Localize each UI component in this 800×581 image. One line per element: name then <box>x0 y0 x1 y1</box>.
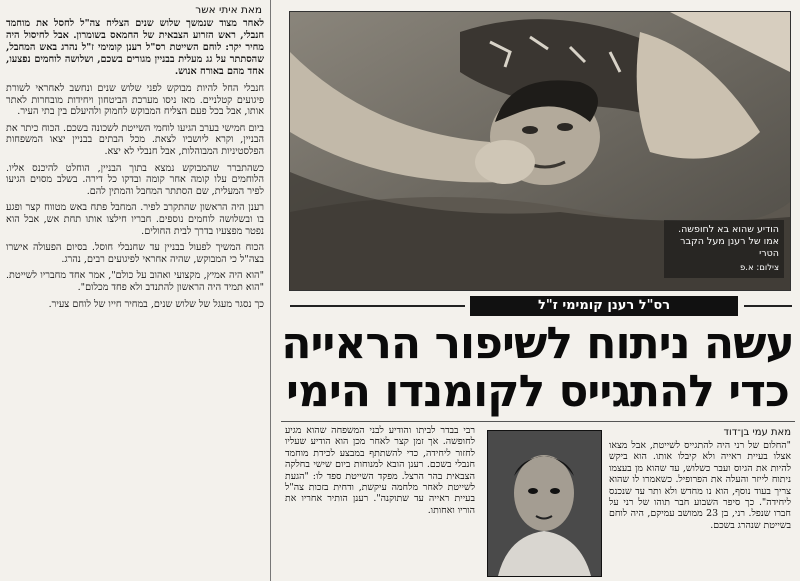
kicker-label: רס"ל רענן קומימי ז"ל <box>470 296 738 316</box>
headline-line-1: עשה ניתוח לשיפור הראייה <box>281 318 794 369</box>
middle-article-column <box>281 425 479 581</box>
middle-column-text: רבי בבדר לביתו והודיע לבני המשפחה שהוא מגיע לחופשה. אך זמן קצר לאחר מכן הוא הודיע שעליו לחזור ליחידה, כדי להשתתף במבצע לכידת מוחמד חנבלי בשכם. רענן הובא למנוחות ביום שישי בחלקה הצבאית בהר הרצל. מפקד השייטת ספד לו: "הגעת לשייטת לאחר מלחמה עיקשת, ודחית בזכות צה"ל בעיית ראייה עד שתוקנה". רענן הותיר אחריו את הוריו ואחותו. <box>285 425 475 516</box>
left-paragraph: הכוח המשיך לפעול בבניין עד שחנבלי חוסל. בסיום הפעולה אישרו בצה"ל כי המבוקש, שהיה אחראי לפיגועים רבים, נהרג. <box>6 242 264 265</box>
photo-credit: צילום: א.פ <box>740 263 779 273</box>
left-lead-paragraph: לאחר מצוד שנמשך שלוש שנים הצליח צה"ל לחסל את מוחמד חנבלי, ראש הזרוע הצבאית של החמאס בשומרון. אבל לחיסול היה מחיר יקר: לוחם השייטת רס"ל רענן קומימי ז"ל נהרג באש המחבל, שהסתתר על גג מעלית בבניין מגורים בשכם, ושלושה לוחמים נפצעו, אחד מהם באורח אנוש. <box>6 18 264 77</box>
left-article-column <box>0 0 271 581</box>
left-paragraph: חנבלי החל להיות מבוקש לפני שלוש שנים ונחשב לאחראי לשורת פיגועים קטלניים. מאז ניסו מערכת הביטחון ויחידות מובחרות לאתר אותו, אבל בכל פעם הצליח המבוקש לחמוק ולהיעלם בין בתי העיר. <box>6 83 264 118</box>
right-article-column <box>605 425 795 581</box>
section-divider <box>281 421 795 422</box>
soldier-portrait <box>487 430 602 577</box>
left-paragraph: כך נסגר מעגל של שלוש שנים, במחיר חייו של לוחם צעיר. <box>48 298 264 310</box>
left-paragraph: כשהתברר שהמבוקש נמצא בתוך הבניין, הוחלט להיכנס אליו. הלוחמים עלו קומה אחר קומה ובדקו כל דירה. בשלב מסוים הגיעו לפיר המעלית, שם הסתתר המחבל והמתין להם. <box>6 162 264 197</box>
right-column-text: "החלום של רני היה להתגייס לשייטת, אבל מצאו אצלו בעיית ראייה ולא קיבלו אותו. הוא ביקש להיות את הגיוס ועבר כשלוש, עד שהוא מן בעצמו ניתוח לייזר והעלה את הפרופיל. כשאמרו לו שהוא צריך בעוד נוסף, הוא נו מחדש ולא ותר עד שנכנס ליחידה". כך סיפר השבוע חבר תוהו של רני על חברו שנפל. רני, בן 23 ממושב עמיקם, היה לוחם בשייטת שנהרג בשכם. <box>609 440 791 531</box>
left-paragraph: "הוא היה אמיץ, מקצועי ואהוב על כולם", אמר אחד מחבריו לשייטת. "הוא תמיד היה הראשון להתנדב ולא פחד מכלום". <box>6 270 264 293</box>
kicker-rule-right <box>744 305 792 307</box>
photo-caption <box>664 220 784 278</box>
left-paragraph: רענן היה הראשון שהתקרב לפיר. המחבל פתח באש מטווח קצר ופגע בו ובשלושה לוחמים נוספים. חבריו חילצו אותו תחת אש, אבל הוא נפטר מפצעיו בדרך לבית החולים. <box>6 202 264 237</box>
left-paragraph: ביום חמישי בערב הגיעו לוחמי השייטת לשכונה בשכם. הכוח כיתר את הבניין, וקרא ליושביו לצאת. מכל הבתים בבניין יצאו המשפחות הפלסטיניות המבוהלות, אבל חנבלי לא יצא. <box>6 122 264 157</box>
left-byline: מאת איתי אשר <box>195 4 262 16</box>
portrait-illustration <box>488 431 601 576</box>
headline <box>280 320 795 416</box>
kicker-rule-left <box>290 305 465 307</box>
caption-text: הודיע שהוא בא לחופשה. אמו של רענן מעל הקבר הטרי <box>678 224 779 259</box>
right-byline: מאת עמי בן־דוד <box>723 427 791 438</box>
headline-line-2: כדי להתגייס לקומנדו הימי <box>286 366 789 417</box>
main-photo <box>289 11 791 291</box>
